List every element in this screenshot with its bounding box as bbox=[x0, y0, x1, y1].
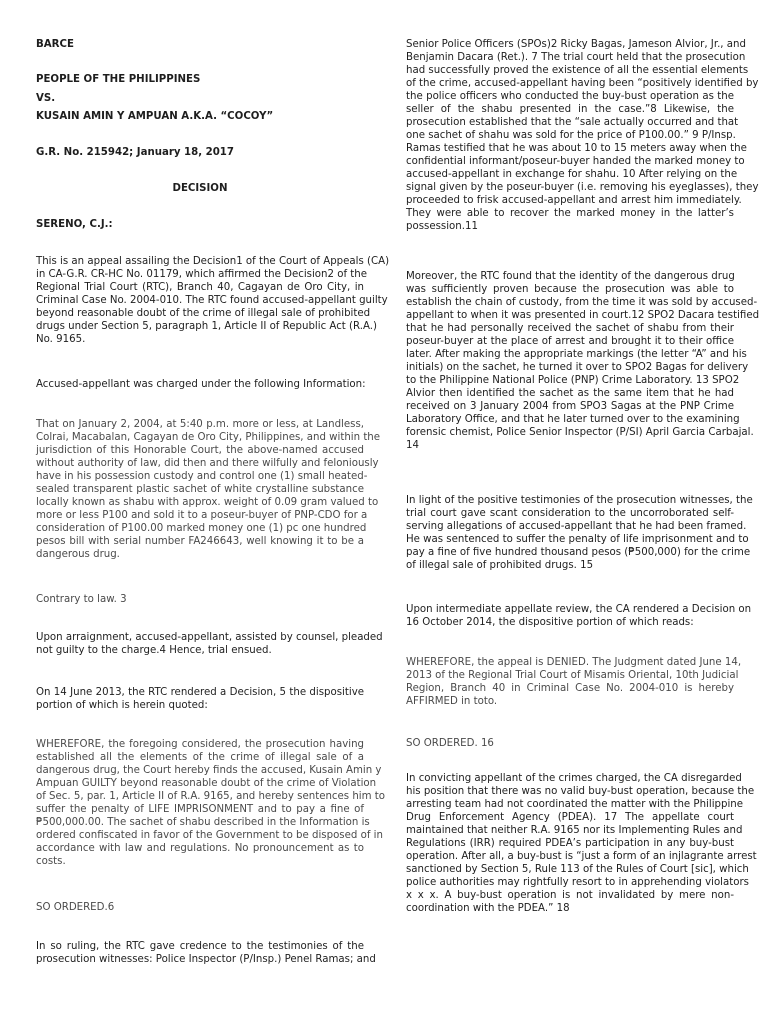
text-line: beyond reasonable doubt of the crime of illegal sale of prohibited bbox=[36, 308, 371, 319]
text-line: coordination with the PDEA.” 18 bbox=[406, 903, 570, 914]
text-line: to the Philippine National Police (PNP) Crime Laboratory. 13 SPO2 bbox=[406, 375, 740, 386]
text-line: consideration of P100.00 marked money one (1) pc one hundred bbox=[36, 523, 367, 534]
text-line: that he had personally received the sachet of shabu from their bbox=[406, 323, 734, 334]
text-line: Senior Police Officers (SPOs)2 Ricky Bagas, Jameson Alvior, Jr., and bbox=[406, 39, 746, 50]
text-line: He was sentenced to suffer the penalty of life imprisonment and to bbox=[406, 534, 749, 545]
text-line: operation. After all, a buy-bust is “just a form of an injlagrante arrest bbox=[406, 851, 757, 862]
text-line: Regulations (IRR) required PDEA’s participation in any buy-bust bbox=[406, 838, 734, 849]
text-line: sanctioned by Section 5, Rule 113 of the Rules of Court [sic], which bbox=[406, 864, 749, 875]
ponente: SERENO, C.J.: bbox=[36, 219, 113, 230]
text-line: had successfully proved the existence of all the essential elements bbox=[406, 65, 749, 76]
text-line: costs. bbox=[36, 856, 66, 867]
text-line: received on 3 January 2004 from SPO3 Sagas at the PNP Crime bbox=[406, 401, 734, 412]
text-line: arresting team had not coordinated the matter with the Philippine bbox=[406, 799, 744, 810]
text-line: Colrai, Macabalan, Cagayan de Oro City, Philippines, and within the bbox=[36, 432, 381, 443]
text-line: have in his possession custody and control one (1) small heated- bbox=[36, 471, 368, 482]
text-line: ₱500,000.00. The sachet of shabu described in the Information is bbox=[36, 817, 370, 828]
contrary-to-law: Contrary to law. 3 bbox=[36, 594, 127, 605]
text-line: On 14 June 2013, the RTC rendered a Decision, 5 the dispositive bbox=[36, 687, 364, 698]
text-line: AFFIRMED in toto. bbox=[406, 696, 498, 707]
text-line: dangerous drug. bbox=[36, 549, 120, 560]
party-plaintiff: PEOPLE OF THE PHILIPPINES bbox=[36, 74, 201, 85]
text-line: maintained that neither R.A. 9165 nor its Implementing Rules and bbox=[406, 825, 743, 836]
text-line: forensic chemist, Police Senior Inspector (P/SI) April Garcia Carbajal. bbox=[406, 427, 754, 438]
text-line: proceeded to frisk accused-appellant and arrest him immediately. bbox=[406, 195, 742, 206]
text-line: pesos bill with serial number FA246643, well knowing it to be a bbox=[36, 536, 364, 547]
text-line: trial court gave scant consideration to the uncorroborated self- bbox=[406, 508, 734, 519]
text-line: more or less P100 and sold it to a poseur-buyer of PNP-CDO for a bbox=[36, 510, 368, 521]
text-line: serving allegations of accused-appellant that he had been framed. bbox=[406, 521, 747, 532]
text-line: jurisdiction of this Honorable Court, the above-named accused bbox=[36, 445, 364, 456]
text-line: later. After making the appropriate markings (the letter “A” and his bbox=[406, 349, 747, 360]
text-line: confidential informant/poseur-buyer handed the marked money to bbox=[406, 156, 745, 167]
text-line: accused-appellant in exchange for shahu. 10 After relying on the bbox=[406, 169, 738, 180]
text-line: Regional Trial Court (RTC), Branch 40, Cagayan de Oro City, in bbox=[36, 282, 364, 293]
text-line: portion of which is herein quoted: bbox=[36, 700, 208, 711]
text-line: Region, Branch 40 in Criminal Case No. 2004-010 is hereby bbox=[406, 683, 734, 694]
text-line: No. 9165. bbox=[36, 334, 86, 345]
text-line: WHEREFORE, the appeal is DENIED. The Judgment dated June 14, bbox=[406, 657, 742, 668]
text-line: sealed transparent plastic sachet of white crystalline substance bbox=[36, 484, 364, 495]
text-line: Alvior then identified the sachet as the same item that he had bbox=[406, 388, 734, 399]
text-line: 2013 of the Regional Trial Court of Misamis Oriental, 10th Judicial bbox=[406, 670, 739, 681]
text-line: one sachet of shahu was sold for the price of P100.00.” 9 P/Insp. bbox=[406, 130, 736, 141]
text-line: establish the chain of custody, from the time it was sold by accused- bbox=[406, 297, 758, 308]
text-line: was sufficiently proven because the prosecution was able to bbox=[406, 284, 734, 295]
text-line: Drug Enforcement Agency (PDEA). 17 The appellate court bbox=[406, 812, 734, 823]
text-line: x x x. A buy-bust operation is not invalidated by mere non- bbox=[406, 890, 734, 901]
text-line: That on January 2, 2004, at 5:40 p.m. more or less, at Landless, bbox=[36, 419, 364, 430]
text-line: poseur-buyer at the place of arrest and brought it to their office bbox=[406, 336, 734, 347]
text-line: Ampuan GUILTY beyond reasonable doubt of the crime of Violation bbox=[36, 778, 377, 789]
paragraph-charged: Accused-appellant was charged under the following Information: bbox=[36, 379, 366, 390]
text-line: In convicting appellant of the crimes charged, the CA disregarded bbox=[406, 773, 742, 784]
text-line: police authorities may rightfully resort to in apprehending violators bbox=[406, 877, 749, 888]
text-line: Criminal Case No. 2004-010. The RTC found accused-appellant guilty bbox=[36, 295, 388, 306]
text-line: established all the elements of the crime of illegal sale of a bbox=[36, 752, 364, 763]
text-line: Upon intermediate appellate review, the CA rendered a Decision on bbox=[406, 604, 752, 615]
text-line: locally known as shabu with approx. weight of 0.09 gram valued to bbox=[36, 497, 379, 508]
text-line: Laboratory Office, and that he later turned over to the examining bbox=[406, 414, 740, 425]
text-line: 16 October 2014, the dispositive portion of which reads: bbox=[406, 617, 694, 628]
versus-label: VS. bbox=[36, 93, 56, 104]
text-line: prosecution established that the “sale actually occurred and that bbox=[406, 117, 739, 128]
text-line: of illegal sale of prohibited drugs. 15 bbox=[406, 560, 594, 571]
text-line: 14 bbox=[406, 440, 419, 451]
text-line: accordance with law and regulations. No pronouncement as to bbox=[36, 843, 364, 854]
text-line: his position that there was no valid buy-bust operation, because the bbox=[406, 786, 755, 797]
text-line: initials) on the sachet, he turned it over to SPO2 Bagas for delivery bbox=[406, 362, 749, 373]
text-line: appellant to when it was presented in court.12 SPO2 Dacara testified bbox=[406, 310, 760, 321]
text-line: Benjamin Dacara (Ret.). 7 The trial court held that the prosecution bbox=[406, 52, 746, 63]
text-line: of Sec. 5, par. 1, Article II of R.A. 9165, and hereby sentences him to bbox=[36, 791, 386, 802]
party-accused: KUSAIN AMIN Y AMPUAN A.K.A. “COCOY” bbox=[36, 111, 274, 122]
text-line: not guilty to the charge.4 Hence, trial ensued. bbox=[36, 645, 272, 656]
so-ordered-rtc: SO ORDERED.6 bbox=[36, 902, 115, 913]
text-line: signal given by the poseur-buyer (i.e. removing his eyeglasses), they bbox=[406, 182, 759, 193]
text-line: suffer the penalty of LIFE IMPRISONMENT and to pay a fine of bbox=[36, 804, 364, 815]
so-ordered-ca: SO ORDERED. 16 bbox=[406, 738, 494, 749]
text-line: prosecution witnesses: Police Inspector (P/Insp.) Penel Ramas; and bbox=[36, 954, 376, 965]
text-line: without authority of law, did then and there wilfully and feloniously bbox=[36, 458, 379, 469]
text-line: Upon arraignment, accused-appellant, assisted by counsel, pleaded bbox=[36, 632, 383, 643]
text-line: dangerous drug, the Court hereby finds the accused, Kusain Amin y bbox=[36, 765, 382, 776]
text-line: Moreover, the RTC found that the identity of the dangerous drug bbox=[406, 271, 735, 282]
text-line: in CA-G.R. CR-HC No. 01179, which affirmed the Decision2 of the bbox=[36, 269, 367, 280]
text-line: drugs under Section 5, paragraph 1, Article II of Republic Act (R.A.) bbox=[36, 321, 377, 332]
text-line: In so ruling, the RTC gave credence to the testimonies of the bbox=[36, 941, 364, 952]
text-line: seller of the shabu presented in the case.”8 Likewise, the bbox=[406, 104, 734, 115]
text-line: of the crime, accused-appellant having been “positively identified by bbox=[406, 78, 759, 89]
decision-title: DECISION bbox=[172, 183, 228, 194]
text-line: the police officers who conducted the buy-bust operation as the bbox=[406, 91, 734, 102]
gr-number: G.R. No. 215942; January 18, 2017 bbox=[36, 147, 234, 158]
text-line: pay a fine of five hundred thousand pesos (₱500,000) for the crime bbox=[406, 547, 751, 558]
text-line: possession.11 bbox=[406, 221, 478, 232]
text-line: They were able to recover the marked money in the latter’s bbox=[406, 208, 734, 219]
text-line: WHEREFORE, the foregoing considered, the prosecution having bbox=[36, 739, 364, 750]
case-short-name: BARCE bbox=[36, 39, 74, 50]
text-line: This is an appeal assailing the Decision1 of the Court of Appeals (CA) bbox=[36, 256, 390, 267]
text-line: ordered confiscated in favor of the Government to be disposed of in bbox=[36, 830, 383, 841]
text-line: In light of the positive testimonies of the prosecution witnesses, the bbox=[406, 495, 753, 506]
text-line: Ramas testified that he was about 10 to 15 meters away when the bbox=[406, 143, 747, 154]
